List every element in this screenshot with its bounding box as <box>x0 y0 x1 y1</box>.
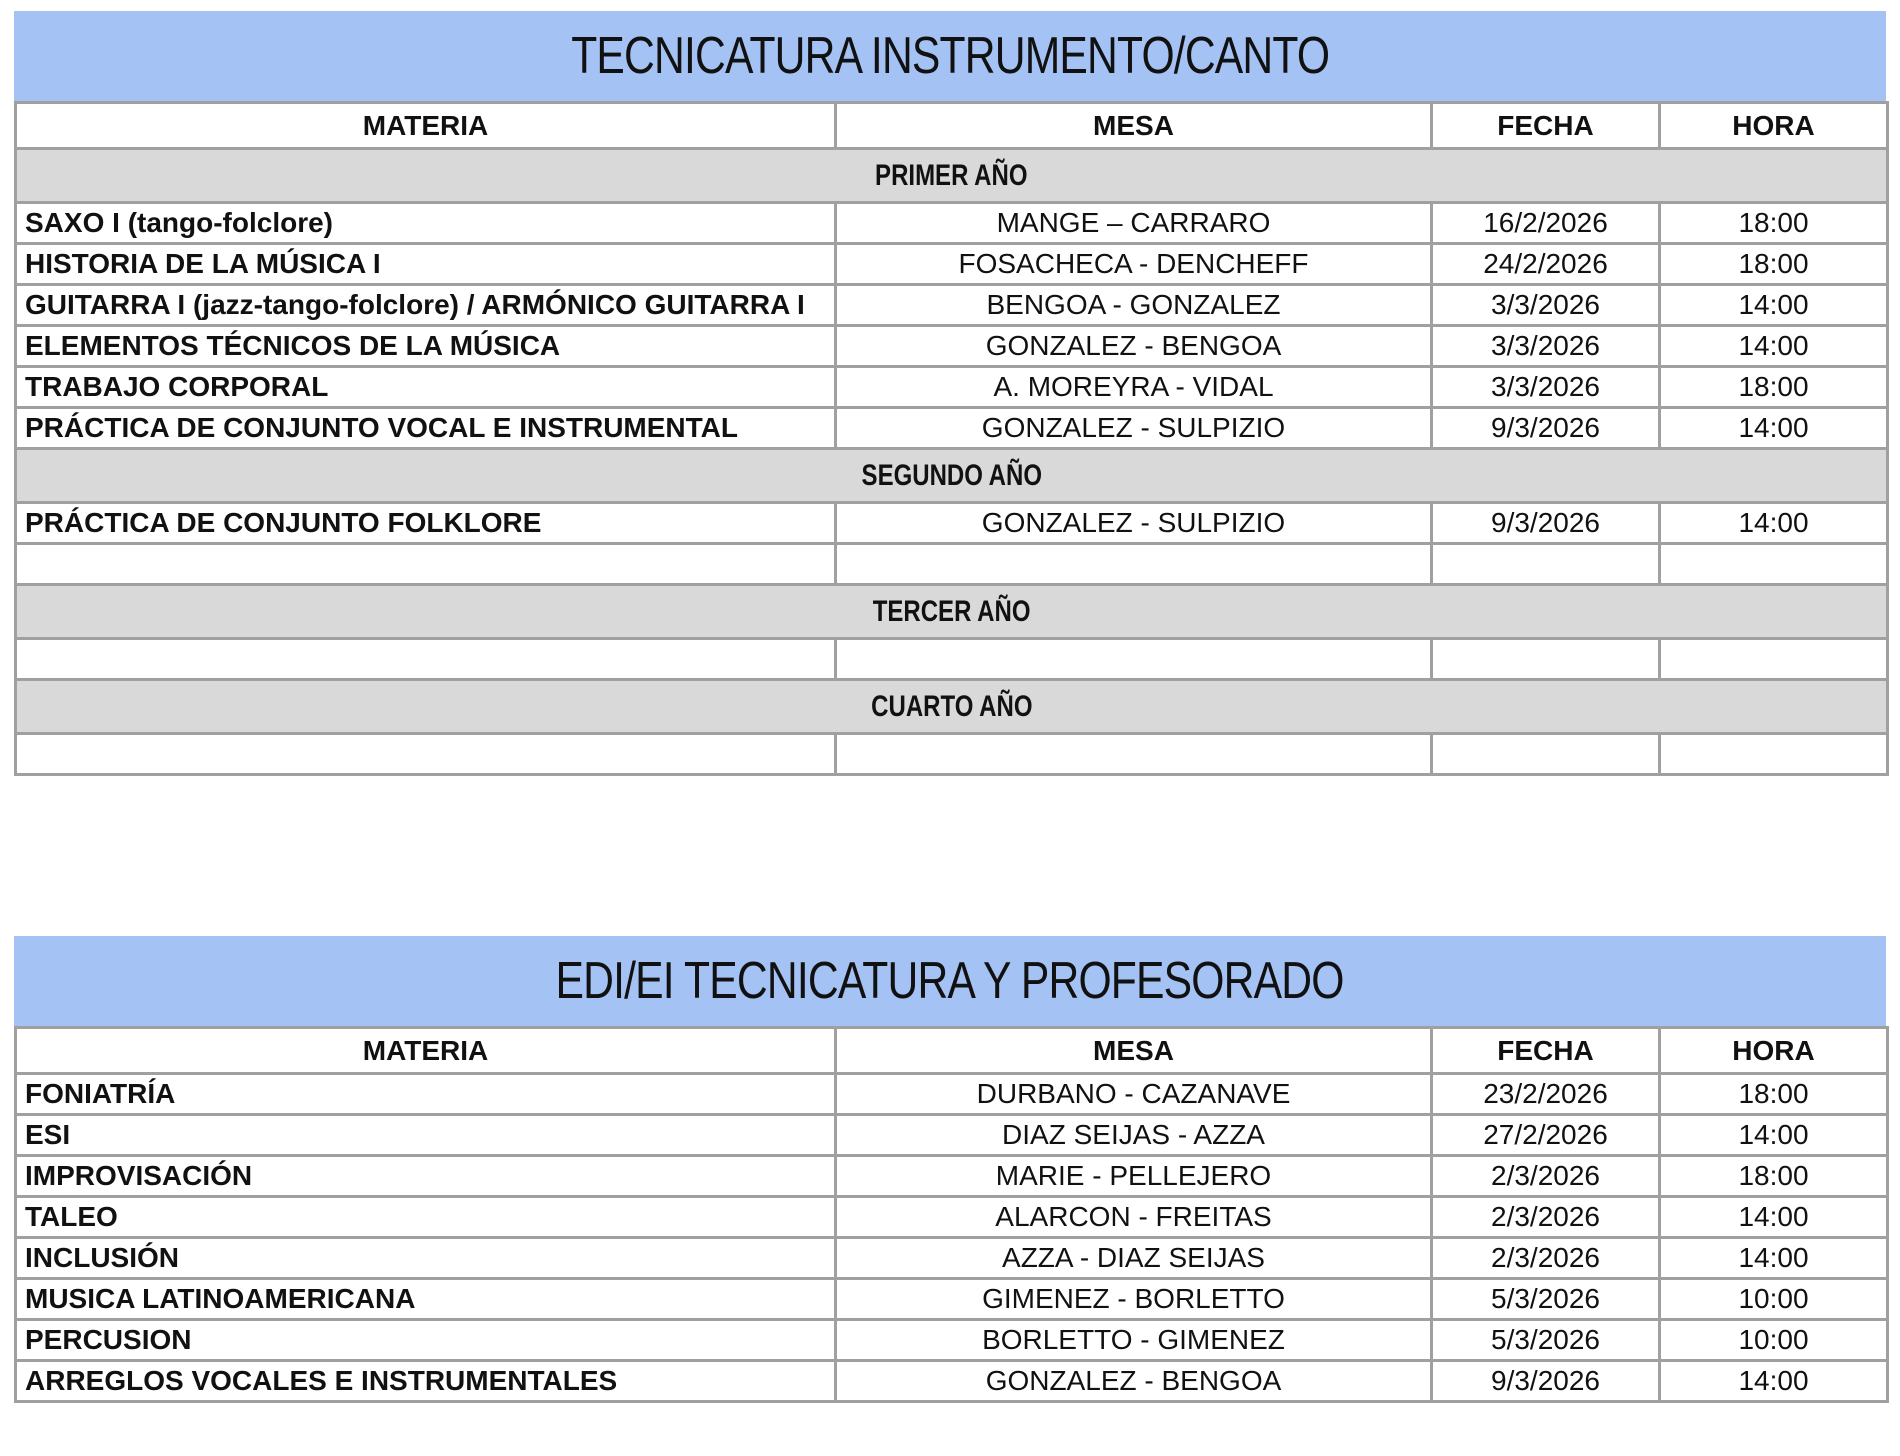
cell-hora: 14:00 <box>1660 285 1888 326</box>
cell-hora: 18:00 <box>1660 203 1888 244</box>
cell-hora <box>1660 639 1888 680</box>
section-row <box>16 680 1888 734</box>
cell-hora <box>1660 734 1888 775</box>
section-row <box>16 585 1888 639</box>
cell-materia: TRABAJO CORPORAL <box>16 367 836 408</box>
table-row <box>16 1197 1888 1238</box>
cell-materia: TALEO <box>16 1197 836 1238</box>
cell-materia <box>16 734 836 775</box>
header-fecha: FECHA <box>1432 1028 1660 1074</box>
table-row <box>16 1074 1888 1115</box>
cell-materia: PRÁCTICA DE CONJUNTO VOCAL E INSTRUMENTAL <box>16 408 836 449</box>
cell-materia: INCLUSIÓN <box>16 1238 836 1279</box>
cell-fecha: 3/3/2026 <box>1432 326 1660 367</box>
cell-fecha: 23/2/2026 <box>1432 1074 1660 1115</box>
table-row <box>16 1361 1888 1402</box>
cell-materia: PRÁCTICA DE CONJUNTO FOLKLORE <box>16 503 836 544</box>
cell-hora: 14:00 <box>1660 1115 1888 1156</box>
cell-fecha: 2/3/2026 <box>1432 1197 1660 1238</box>
cell-mesa: DIAZ SEIJAS - AZZA <box>836 1115 1432 1156</box>
cell-mesa: GONZALEZ - BENGOA <box>836 326 1432 367</box>
table2-title: EDI/EI TECNICATURA Y PROFESORADO <box>555 952 1345 1010</box>
cell-hora: 14:00 <box>1660 1197 1888 1238</box>
header-hora: HORA <box>1660 1028 1888 1074</box>
table1-header-row <box>16 103 1888 149</box>
table1-title-banner <box>14 11 1886 101</box>
table2 <box>14 1026 1889 1403</box>
table-row <box>16 203 1888 244</box>
cell-mesa: GONZALEZ - BENGOA <box>836 1361 1432 1402</box>
section-label: PRIMER AÑO <box>875 158 1028 192</box>
cell-hora: 18:00 <box>1660 1156 1888 1197</box>
header-mesa: MESA <box>836 103 1432 149</box>
cell-hora <box>1660 544 1888 585</box>
cell-materia: FONIATRÍA <box>16 1074 836 1115</box>
cell-hora: 18:00 <box>1660 1074 1888 1115</box>
cell-mesa: ALARCON - FREITAS <box>836 1197 1432 1238</box>
table2-block <box>14 936 1886 1403</box>
table-row <box>16 408 1888 449</box>
cell-mesa: AZZA - DIAZ SEIJAS <box>836 1238 1432 1279</box>
cell-materia: IMPROVISACIÓN <box>16 1156 836 1197</box>
cell-fecha <box>1432 734 1660 775</box>
cell-materia: ARREGLOS VOCALES E INSTRUMENTALES <box>16 1361 836 1402</box>
cell-mesa: BORLETTO - GIMENEZ <box>836 1320 1432 1361</box>
cell-materia <box>16 544 836 585</box>
header-materia: MATERIA <box>16 1028 836 1074</box>
cell-materia: ELEMENTOS TÉCNICOS DE LA MÚSICA <box>16 326 836 367</box>
cell-fecha <box>1432 639 1660 680</box>
cell-mesa: MANGE – CARRARO <box>836 203 1432 244</box>
cell-fecha <box>1432 544 1660 585</box>
cell-hora: 14:00 <box>1660 1238 1888 1279</box>
cell-mesa: GIMENEZ - BORLETTO <box>836 1279 1432 1320</box>
table-row <box>16 367 1888 408</box>
cell-fecha: 16/2/2026 <box>1432 203 1660 244</box>
section-label: TERCER AÑO <box>872 594 1031 628</box>
header-hora: HORA <box>1660 103 1888 149</box>
table-row <box>16 1115 1888 1156</box>
cell-mesa: BENGOA - GONZALEZ <box>836 285 1432 326</box>
cell-mesa: FOSACHECA - DENCHEFF <box>836 244 1432 285</box>
table1-title: TECNICATURA INSTRUMENTO/CANTO <box>570 27 1330 85</box>
cell-fecha: 3/3/2026 <box>1432 285 1660 326</box>
cell-materia: MUSICA LATINOAMERICANA <box>16 1279 836 1320</box>
cell-hora: 10:00 <box>1660 1320 1888 1361</box>
table2-header-row <box>16 1028 1888 1074</box>
cell-mesa <box>836 544 1432 585</box>
table-row <box>16 326 1888 367</box>
section-row <box>16 449 1888 503</box>
header-materia: MATERIA <box>16 103 836 149</box>
section-label: SEGUNDO AÑO <box>861 458 1042 492</box>
cell-fecha: 27/2/2026 <box>1432 1115 1660 1156</box>
cell-materia: SAXO I (tango-folclore) <box>16 203 836 244</box>
cell-mesa: MARIE - PELLEJERO <box>836 1156 1432 1197</box>
table-row-empty <box>16 734 1888 775</box>
cell-hora: 14:00 <box>1660 1361 1888 1402</box>
table-row <box>16 1279 1888 1320</box>
table1 <box>14 101 1889 776</box>
cell-fecha: 2/3/2026 <box>1432 1238 1660 1279</box>
cell-fecha: 9/3/2026 <box>1432 408 1660 449</box>
table-row <box>16 285 1888 326</box>
cell-fecha: 24/2/2026 <box>1432 244 1660 285</box>
table1-block <box>14 11 1886 776</box>
table-row <box>16 1156 1888 1197</box>
cell-fecha: 2/3/2026 <box>1432 1156 1660 1197</box>
table-row-empty <box>16 544 1888 585</box>
cell-mesa: GONZALEZ - SULPIZIO <box>836 408 1432 449</box>
cell-fecha: 5/3/2026 <box>1432 1320 1660 1361</box>
cell-hora: 14:00 <box>1660 408 1888 449</box>
cell-fecha: 9/3/2026 <box>1432 1361 1660 1402</box>
cell-materia <box>16 639 836 680</box>
cell-fecha: 3/3/2026 <box>1432 367 1660 408</box>
cell-mesa: GONZALEZ - SULPIZIO <box>836 503 1432 544</box>
cell-materia: HISTORIA DE LA MÚSICA I <box>16 244 836 285</box>
table-row <box>16 1238 1888 1279</box>
cell-materia: PERCUSION <box>16 1320 836 1361</box>
cell-fecha: 5/3/2026 <box>1432 1279 1660 1320</box>
section-row <box>16 149 1888 203</box>
cell-hora: 18:00 <box>1660 244 1888 285</box>
table2-title-banner <box>14 936 1886 1026</box>
header-mesa: MESA <box>836 1028 1432 1074</box>
cell-materia: GUITARRA I (jazz-tango-folclore) / ARMÓNICO GUITARRA I <box>16 285 836 326</box>
cell-mesa <box>836 734 1432 775</box>
cell-mesa: DURBANO - CAZANAVE <box>836 1074 1432 1115</box>
table-row <box>16 244 1888 285</box>
section-label: CUARTO AÑO <box>870 689 1033 723</box>
table-row <box>16 1320 1888 1361</box>
header-fecha: FECHA <box>1432 103 1660 149</box>
cell-mesa: A. MOREYRA - VIDAL <box>836 367 1432 408</box>
table-row <box>16 503 1888 544</box>
cell-mesa <box>836 639 1432 680</box>
cell-hora: 18:00 <box>1660 367 1888 408</box>
cell-hora: 10:00 <box>1660 1279 1888 1320</box>
cell-hora: 14:00 <box>1660 326 1888 367</box>
cell-fecha: 9/3/2026 <box>1432 503 1660 544</box>
table-row-empty <box>16 639 1888 680</box>
cell-materia: ESI <box>16 1115 836 1156</box>
cell-hora: 14:00 <box>1660 503 1888 544</box>
